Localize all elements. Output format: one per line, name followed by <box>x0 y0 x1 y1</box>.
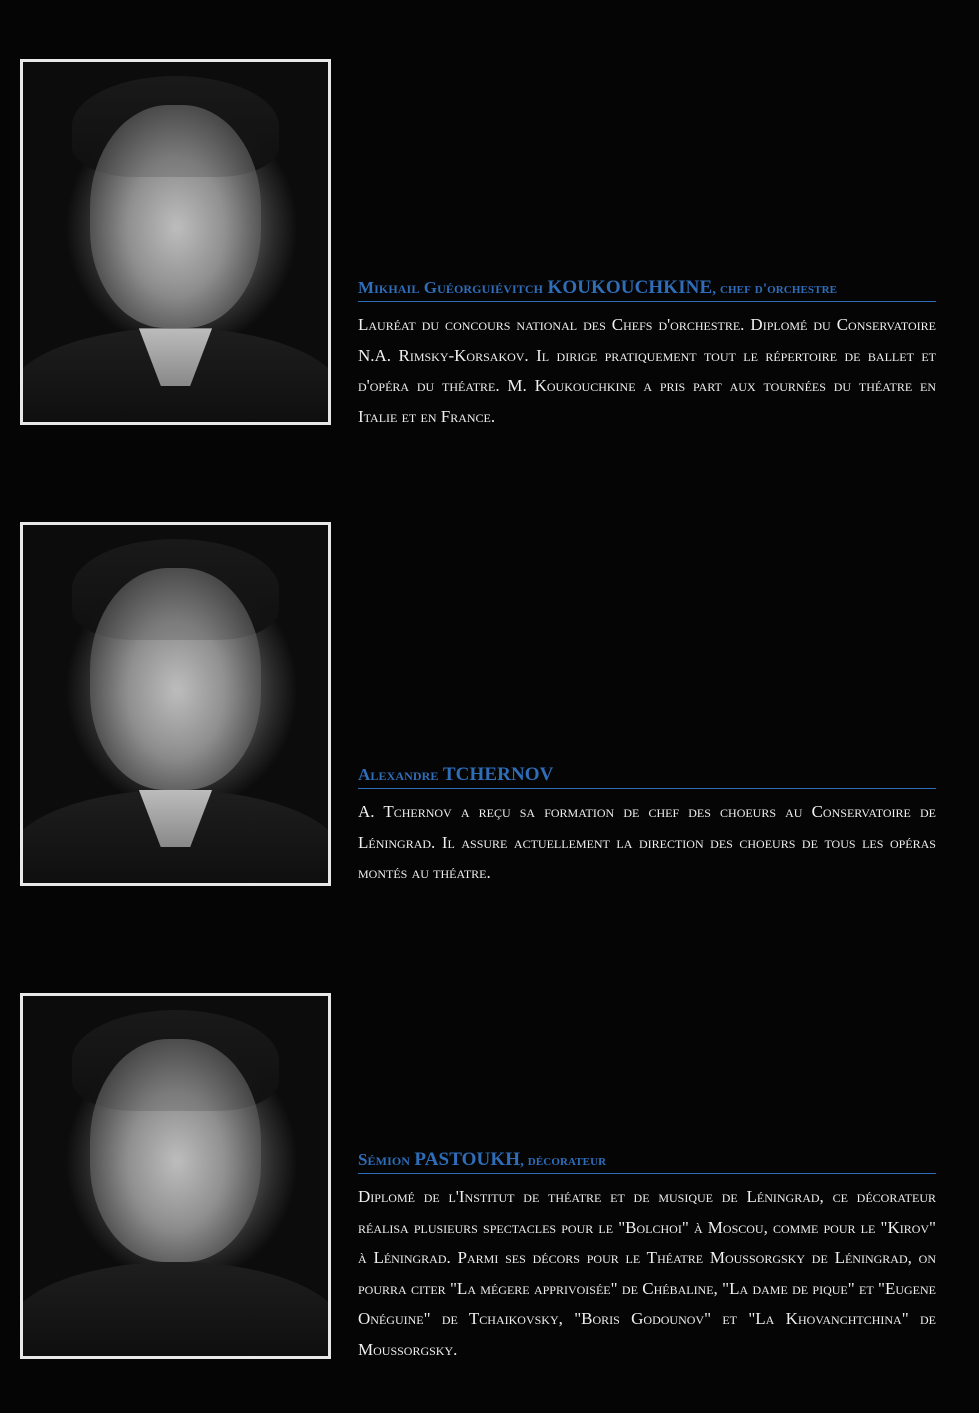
bio-text: Lauréat du concours national des Chefs d'orchestre. Diplomé du Conservatoire N.A. Rimsky-Korsakov. Il dirige pratiquement tout le répertoire de ballet et d'opéra du théatre. M. Koukouchkine a pris part aux tournées du théatre en Italie et en France. <box>358 315 936 426</box>
portrait-face <box>90 568 261 790</box>
given-name: Alexandre <box>358 765 439 784</box>
bio-heading <box>358 277 936 302</box>
portrait-photo-tchernov <box>20 522 331 886</box>
portrait-face <box>90 1039 261 1262</box>
bio-text: A. Tchernov a reçu sa formation de chef des choeurs au Conservatoire de Léningrad. Il assure actuellement la direction des choeurs de tous les opéras montés au théatre. <box>358 802 936 882</box>
given-name: Sémion <box>358 1150 411 1169</box>
bio-section-tchernov <box>358 764 936 889</box>
bio-section-koukouchkine <box>358 277 936 432</box>
bio-heading <box>358 764 936 789</box>
surname: KOUKOUCHKINE <box>547 277 713 298</box>
bio-section-pastoukh <box>358 1149 936 1365</box>
surname: PASTOUKH <box>414 1149 521 1170</box>
portrait-photo-pastoukh <box>20 993 331 1359</box>
role: , décorateur <box>520 1153 607 1169</box>
surname: TCHERNOV <box>442 764 554 785</box>
bio-heading <box>358 1149 936 1174</box>
portrait-suit <box>20 1262 331 1359</box>
portrait-photo-koukouchkine <box>20 59 331 425</box>
role: , chef d'orchestre <box>712 281 838 297</box>
given-name: Mikhail Guéorguiévitch <box>358 278 544 297</box>
portrait-face <box>90 105 261 328</box>
bio-text: Diplomé de l'Institut de théatre et de musique de Léningrad, ce décorateur réalisa plusieurs spectacles pour le "Bolchoi" à Moscou, comme pour le "Kirov" à Léningrad. Parmi ses décors pour le Théatre Moussorgsky de Léningrad, on pourra citer "La mégere apprivoisée" de Chébaline, "La dame de pique" et "Eugene Onéguine" de Tchaikovsky, "Boris Godounov" et "La Khovanchtchina" de Moussorgsky. <box>358 1187 936 1359</box>
